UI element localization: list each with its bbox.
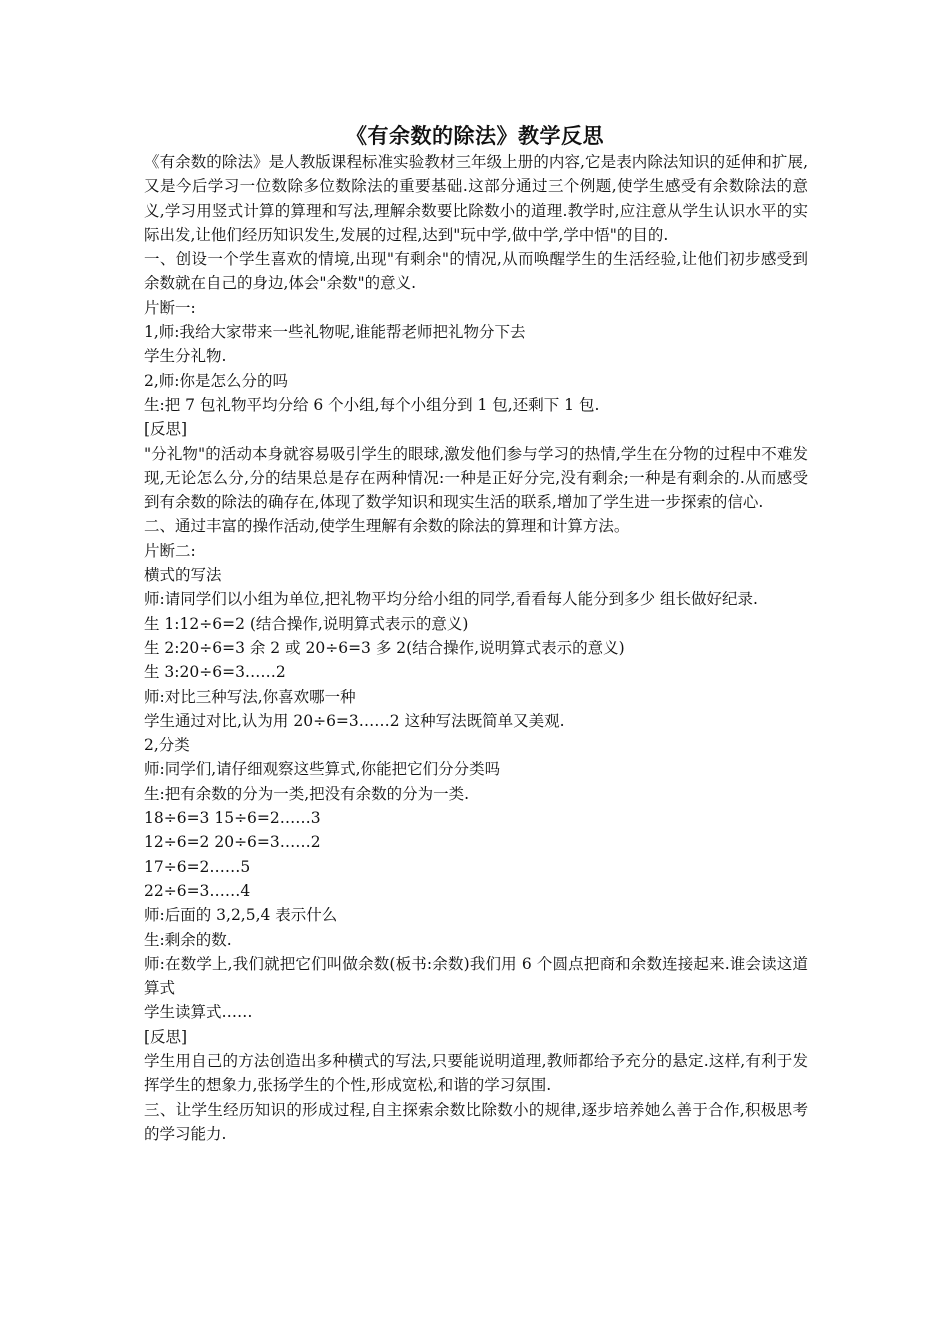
dialogue-line: 2,师:你是怎么分的吗 <box>144 371 289 390</box>
equation-line: 17÷6=2……5 <box>144 857 251 876</box>
fragment-label-2: 片断二: <box>144 541 196 560</box>
dialogue-line: 生 1:12÷6=2 (结合操作,说明算式表示的意义) <box>144 614 469 633</box>
dialogue-line: 生 3:20÷6=3……2 <box>144 663 286 682</box>
equation-line: 18÷6=3 15÷6=2……3 <box>144 809 321 828</box>
subheading: 横式的写法 <box>144 566 222 585</box>
paragraph-intro: 《有余数的除法》是人教版课程标准实验教材三年级上册的内容,它是表内除法知识的延伸和扩展,又是今后学习一位数除多位数除法的重要基础.这部分通过三个例题,使学生感受有余数除法的意义,学习用竖式计算的算理和写法,理解余数要比除数小的道理.教学时,应注意从学生认识水平的实际出发,让他们经历知识发生,发展的过程,达到"玩中学,做中学,学中悟"的目的. <box>144 153 808 244</box>
reflection-paragraph: 学生用自己的方法创造出多种横式的写法,只要能说明道理,教师都给予充分的悬定.这样,有利于发挥学生的想象力,张扬学生的个性,形成宽松,和谐的学习氛围. <box>144 1051 808 1095</box>
dialogue-line: 学生读算式…… <box>144 1003 253 1022</box>
dialogue-line: 生:把 7 包礼物平均分给 6 个小组,每个小组分到 1 包,还剩下 1 包. <box>144 395 600 414</box>
equation-line: 22÷6=3……4 <box>144 881 251 900</box>
reflection-label: [反思] <box>144 1027 188 1046</box>
section-heading-3: 三、让学生经历知识的形成过程,自主探索余数比除数小的规律,逐步培养她么善于合作,积极思考的学习能力. <box>144 1100 808 1143</box>
dialogue-line: 1,师:我给大家带来一些礼物呢,谁能帮老师把礼物分下去 <box>144 323 526 342</box>
equation-line: 12÷6=2 20÷6=3……2 <box>144 833 321 852</box>
subheading: 2,分类 <box>144 736 190 755</box>
dialogue-line: 师:同学们,请仔细观察这些算式,你能把它们分分类吗 <box>144 760 501 779</box>
reflection-label: [反思] <box>144 420 188 439</box>
dialogue-line: 生:把有余数的分为一类,把没有余数的分为一类. <box>144 784 470 803</box>
reflection-paragraph: "分礼物"的活动本身就容易吸引学生的眼球,激发他们参与学习的热情,学生在分物的过程中不难发现,无论怎么分,分的结果总是存在两种情况:一种是正好分完,没有剩余;一种是有剩余的.从而感受到有余数的除法的确存在,体现了数学知识和现实生活的联系,增加了学生进一步探索的信心. <box>144 444 808 512</box>
document-title: 《有余数的除法》教学反思 <box>346 124 604 148</box>
dialogue-line: 生:剩余的数. <box>144 930 232 949</box>
dialogue-line: 师:对比三种写法,你喜欢哪一种 <box>144 687 356 706</box>
dialogue-line: 生 2:20÷6=3 余 2 或 20÷6=3 多 2(结合操作,说明算式表示的意义) <box>144 638 625 657</box>
section-heading-2: 二、通过丰富的操作活动,使学生理解有余数的除法的算理和计算方法。 <box>144 517 630 536</box>
dialogue-line: 学生通过对比,认为用 20÷6=3……2 这种写法既简单又美观. <box>144 711 565 730</box>
section-heading-1: 一、创设一个学生喜欢的情境,出现"有剩余"的情况,从而唤醒学生的生活经验,让他们初步感受到余数就在自己的身边,体会"余数"的意义. <box>144 250 808 293</box>
fragment-label-1: 片断一: <box>144 298 196 317</box>
dialogue-line: 师:在数学上,我们就把它们叫做余数(板书:余数)我们用 6 个圆点把商和余数连接起来.谁会读这道算式 <box>144 954 808 998</box>
dialogue-line: 师:后面的 3,2,5,4 表示什么 <box>144 906 338 925</box>
dialogue-line: 师:请同学们以小组为单位,把礼物平均分给小组的同学,看看每人能分到多少 组长做好纪录. <box>144 590 758 609</box>
document-body <box>144 150 808 1146</box>
dialogue-line: 学生分礼物. <box>144 347 227 366</box>
